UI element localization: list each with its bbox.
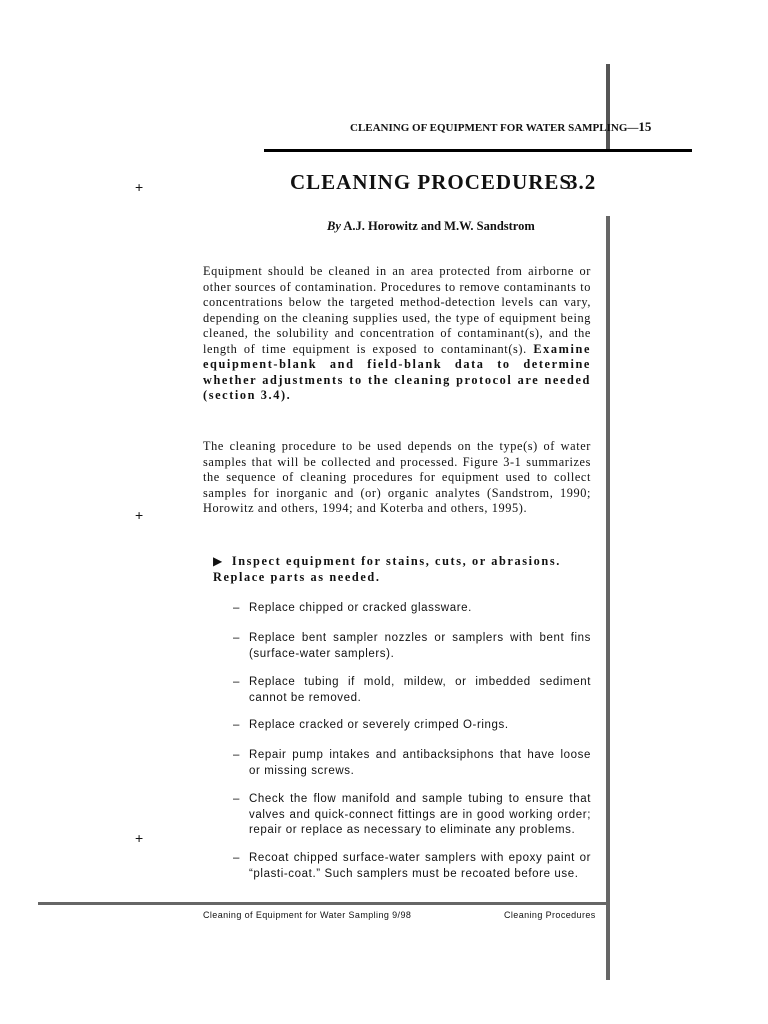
authors: A.J. Horowitz and M.W. Sandstrom [343, 219, 535, 233]
byline-prefix: By [327, 219, 341, 233]
sub-item [235, 792, 591, 839]
dash-marker: – [233, 602, 240, 614]
dash-marker: – [233, 632, 240, 644]
sub-item [235, 601, 591, 617]
dash-marker: – [233, 749, 240, 761]
margin-mark: + [135, 507, 144, 523]
margin-mark: + [135, 830, 144, 846]
sub-item-text: Replace tubing if mold, mildew, or imbedded sediment cannot be removed. [249, 676, 591, 704]
sub-item-text: Replace cracked or severely crimped O-rings. [249, 719, 509, 731]
running-header [350, 119, 651, 135]
running-title: CLEANING OF EQUIPMENT FOR WATER SAMPLING [350, 122, 628, 134]
dash-marker: – [233, 719, 240, 731]
footer-right: Cleaning Procedures [504, 910, 596, 920]
header-separator: — [627, 122, 639, 134]
sub-item-text: Check the flow manifold and sample tubing to ensure that valves and quick-connect fittings are in good working order; repair or replace as necessary to eliminate any problems. [249, 793, 591, 836]
sub-item [235, 748, 591, 779]
sub-item-text: Replace bent sampler nozzles or samplers with bent fins (surface-water samplers). [249, 632, 591, 660]
sub-item [235, 631, 591, 662]
bullet-item [213, 554, 591, 585]
sub-item-text: Repair pump intakes and antibacksiphons that have loose or missing screws. [249, 749, 591, 777]
paragraph-1-text: Equipment should be cleaned in an area protected from airborne or other sources of contamination. Procedures to remove contaminants to concentrations below the targeted method-detection levels can vary, depending on the cleaning supplies used, the type of equipment being cleaned, the solubility and concentration of contaminant(s), and the length of time equipment is exposed to contaminant(s). [203, 264, 591, 356]
bullet-text: Inspect equipment for stains, cuts, or abrasions. Replace parts as needed. [213, 554, 561, 584]
paragraph-1-emphasis: Examine equipment-blank and field-blank data to determine whether adjustments to the cleaning protocol are needed (section 3.4). [203, 341, 591, 402]
paragraph-2: The cleaning procedure to be used depends on the type(s) of water samples that will be collected and processed. Figure 3-1 summarizes the sequence of cleaning procedures for equipment used to collect samples for inorganic and (or) organic analytes (Sandstrom, 1990; Horowitz and others, 1994; and Koterba and others, 1995). [203, 439, 591, 515]
byline [327, 219, 535, 234]
sub-item [235, 851, 591, 882]
footer-left: Cleaning of Equipment for Water Sampling 9/98 [203, 910, 412, 920]
dash-marker: – [233, 793, 240, 805]
sub-item-text: Replace chipped or cracked glassware. [249, 602, 472, 614]
dash-marker: – [233, 676, 240, 688]
header-rule [264, 149, 692, 152]
vertical-rule-main [606, 216, 610, 980]
section-title: CLEANING PROCEDURES [290, 170, 573, 194]
paragraph-1 [203, 264, 591, 404]
sub-item [235, 718, 591, 734]
margin-mark: + [135, 179, 144, 195]
footer-rule [38, 902, 610, 905]
vertical-rule-top [606, 64, 610, 150]
dash-marker: – [233, 852, 240, 864]
page-number: 15 [638, 119, 652, 134]
sub-item [235, 675, 591, 706]
section-number: 3.2 [567, 170, 597, 194]
sub-item-text: Recoat chipped surface-water samplers with epoxy paint or “plasti-coat.” Such samplers must be recoated before use. [249, 852, 591, 880]
bullet-triangle-icon: ▶ [213, 554, 224, 568]
